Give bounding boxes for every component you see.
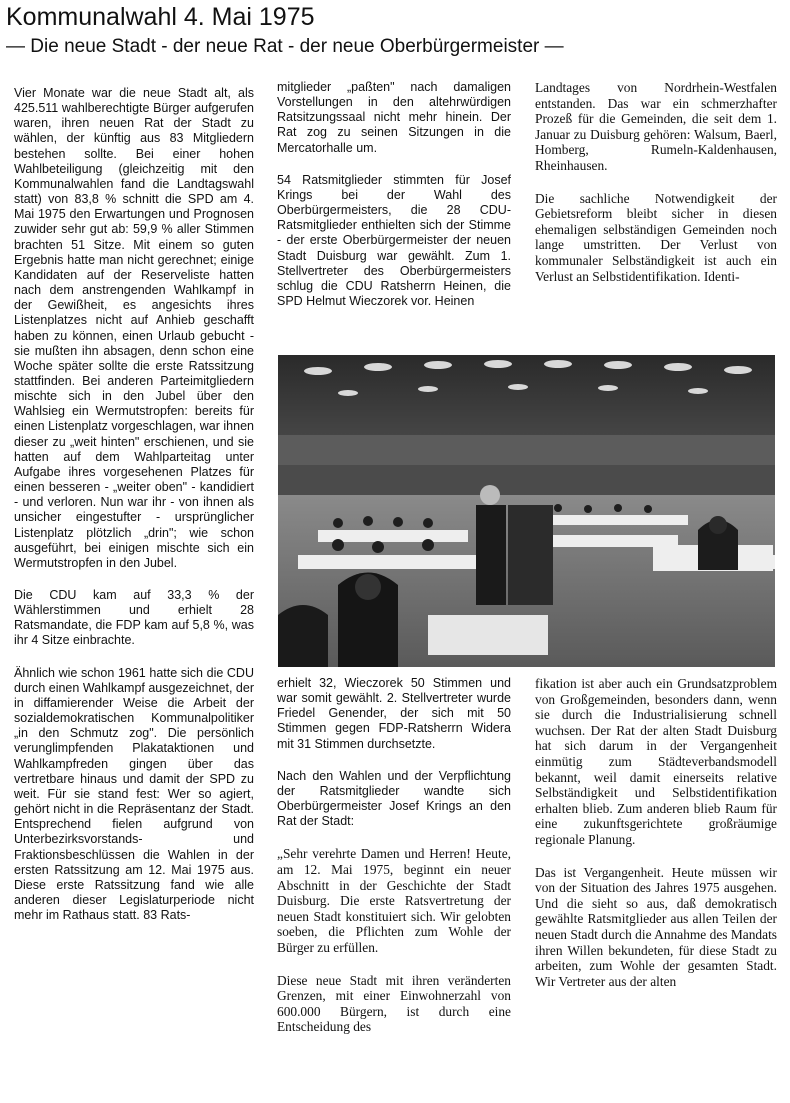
page-subtitle: — Die neue Stadt - der neue Rat - der neue Oberbürgermeister — — [6, 36, 564, 57]
quote-paragraph: Diese neue Stadt mit ihren veränderten Grenzen, mit einer Einwohnerzahl von 600.000 Bürgern, ist durch eine Entscheidung des — [277, 972, 511, 1035]
text-column-3-bottom — [535, 676, 777, 989]
page-title: Kommunalwahl 4. Mai 1975 — [6, 3, 315, 31]
quote-paragraph: „Sehr verehrte Damen und Herren! Heute, am 12. Mai 1975, beginnt ein neuer Abschnitt in der Geschichte der Stadt Duisburg. Die erste Ratsvertretung der neuen Stadt konstituiert sich. Wir gelobten soeben, die Pflichten zum Wohle der Bürger zu erfüllen. — [277, 846, 511, 955]
council-meeting-photo — [278, 355, 775, 667]
text-column-2-top — [277, 80, 511, 309]
paragraph: mitglieder „paßten" nach damaligen Vorstellungen in den altehrwürdigen Ratsitzungssaal nicht mehr hinein. Der Rat zog zu seinen Sitzungen in die Mercatorhalle um. — [277, 80, 511, 155]
paragraph: Landtages von Nordrhein-Westfalen entstanden. Das war ein schmerzhafter Prozeß für die Gemeinden, die seit dem 1. Januar zu Duisburg gehören: Walsum, Baerl, Homberg, Rumeln-Kaldenhausen, Rheinhausen. — [535, 80, 777, 173]
paragraph: Nach den Wahlen und der Verpflichtung der Ratsmitglieder wandte sich Oberbürgermeister Josef Krings an den Rat der Stadt: — [277, 768, 511, 829]
paragraph: Ähnlich wie schon 1961 hatte sich die CDU durch einen Wahlkampf ausgezeichnet, der in diffamierender Weise die Arbeit der sozialdemokratischen Kommunalpolitiker „in den Schmutz zog". Die persönlich verunglimpfenden Plakataktionen und Wahlkampfreden gingen über das vertretbare hinaus und damit der SPD zu weit. Für sie stand fest: Wer so agiert, gehört nicht in die Repräsentanz der Stadt. Entsprechend fielen aufgrund von Unterbezirksvorstands- und Fraktionsbeschlüssen die Wahlen in der ersten Ratssitzung am 12. Mai 1975 aus. Diese erste Ratssitzung fand wie alle anderen dieser Legislaturperiode nicht mehr im Rathaus statt. 83 Rats- — [14, 665, 254, 923]
paragraph: erhielt 32, Wieczorek 50 Stimmen und war somit gewählt. 2. Stellvertreter wurde Friedel Genender, der sich mit 50 Stimmen gegen FDP-Ratsherrn Widera mit 31 Stimmen durchsetzte. — [277, 676, 511, 751]
text-column-1 — [14, 86, 254, 923]
text-column-3-top — [535, 80, 777, 284]
paragraph: Die CDU kam auf 33,3 % der Wählerstimmen und erhielt 28 Ratsmandate, die FDP kam auf 5,8 %, was ihr 4 Sitze einbrachte. — [14, 588, 254, 648]
paragraph: Das ist Vergangenheit. Heute müssen wir von der Situation des Jahres 1975 ausgehen. Und die sieht so aus, daß demokratisch gewählte Ratsmitglieder aus allen Teilen der neuen Stadt durch die Annahme des Mandats ihren Willen bekundeten, für diese Stadt zu arbeiten, zum Wohle der gesamten Stadt. Wir Vertreter aus der alten — [535, 864, 777, 989]
paragraph: Die sachliche Notwendigkeit der Gebietsreform bleibt sicher in diesen ehemaligen selbständigen Gemeinden noch lange umstritten. Der Verlust von kommunaler Selbständigkeit ist auch ein Verlust an Selbstidentifikation. Identi- — [535, 190, 777, 284]
paragraph: 54 Ratsmitglieder stimmten für Josef Krings bei der Wahl des Oberbürgermeisters, die 28 CDU-Ratsmitglieder enthielten sich der Stimme - der erste Oberbürgermeister der neuen Stadt Duisburg war gewählt. Zum 1. Stellvertreter des Oberbürgermeisters schlug die CDU Ratsherrn Heinen, die SPD Helmut Wieczorek vor. Heinen — [277, 172, 511, 309]
text-column-2-bottom — [277, 676, 511, 1035]
paragraph: fikation ist aber auch ein Grundsatzproblem von Großgemeinden, besonders dann, wenn sie durch die Industrialisierung schnell wuchsen. Der Rat der alten Stadt Duisburg hat sich darum in der Vergangenheit einmütig zum Städteverbandsmodell bekannt, weil damit einerseits relative Selbständigkeit und Selbstidentifikation erhalten blieb. Zum anderen blieb Raum für eine zukunftsgerichtete großräumige regionale Planung. — [535, 676, 777, 847]
paragraph: Vier Monate war die neue Stadt alt, als 425.511 wahlberechtigte Bürger aufgerufen waren, ihren neuen Rat der Stadt zu wählen, der künftig aus 83 Mitgliedern bestehen sollte. Bei einer hohen Wahlbeteiligung (gleichzeitig mit den Kommunalwahlen fand die Landtagswahl statt) von 83,8 % schnitt die SPD am 4. Mai 1975 den Erwartungen und Prognosen zuwider sehr gut ab: 59,9 % aller Stimmen brachten 51 Sitze. Mit einem so guten Ergebnis hatte man nicht gerechnet; einige Kandidaten auf der Reserveliste hatten nach dem anstrengenden Wahlkampf in der Gewißheit, es angesichts ihres Listenplatzes nicht auf Anhieb geschafft haben zu können, einen Urlaub gebucht - sie mußten ihn absagen, denn schon eine Woche später sollte die erste Ratssitzung stattfinden. Bei anderen Parteimitgliedern mischte sich in den Jubel über den Wahlsieg ein Wermutstropfen: bereits für einen Listenplatz vorgeschlagen, war ihnen dieser zu „weit hinten" erschienen, und sie hatten auf dem Wahlparteitag unter Aufgabe ihres vorgesehenen Platzes für einen besseren - „weiter oben" - kandidiert - und verloren. Nun war ihr - von ihnen als unsicher eingestufter - ursprünglicher Listenplatz plötzlich „drin"; wie schon ausgeführt, bei einigen mischte sich ein Wermutstropfen in den Jubel. — [14, 86, 254, 570]
